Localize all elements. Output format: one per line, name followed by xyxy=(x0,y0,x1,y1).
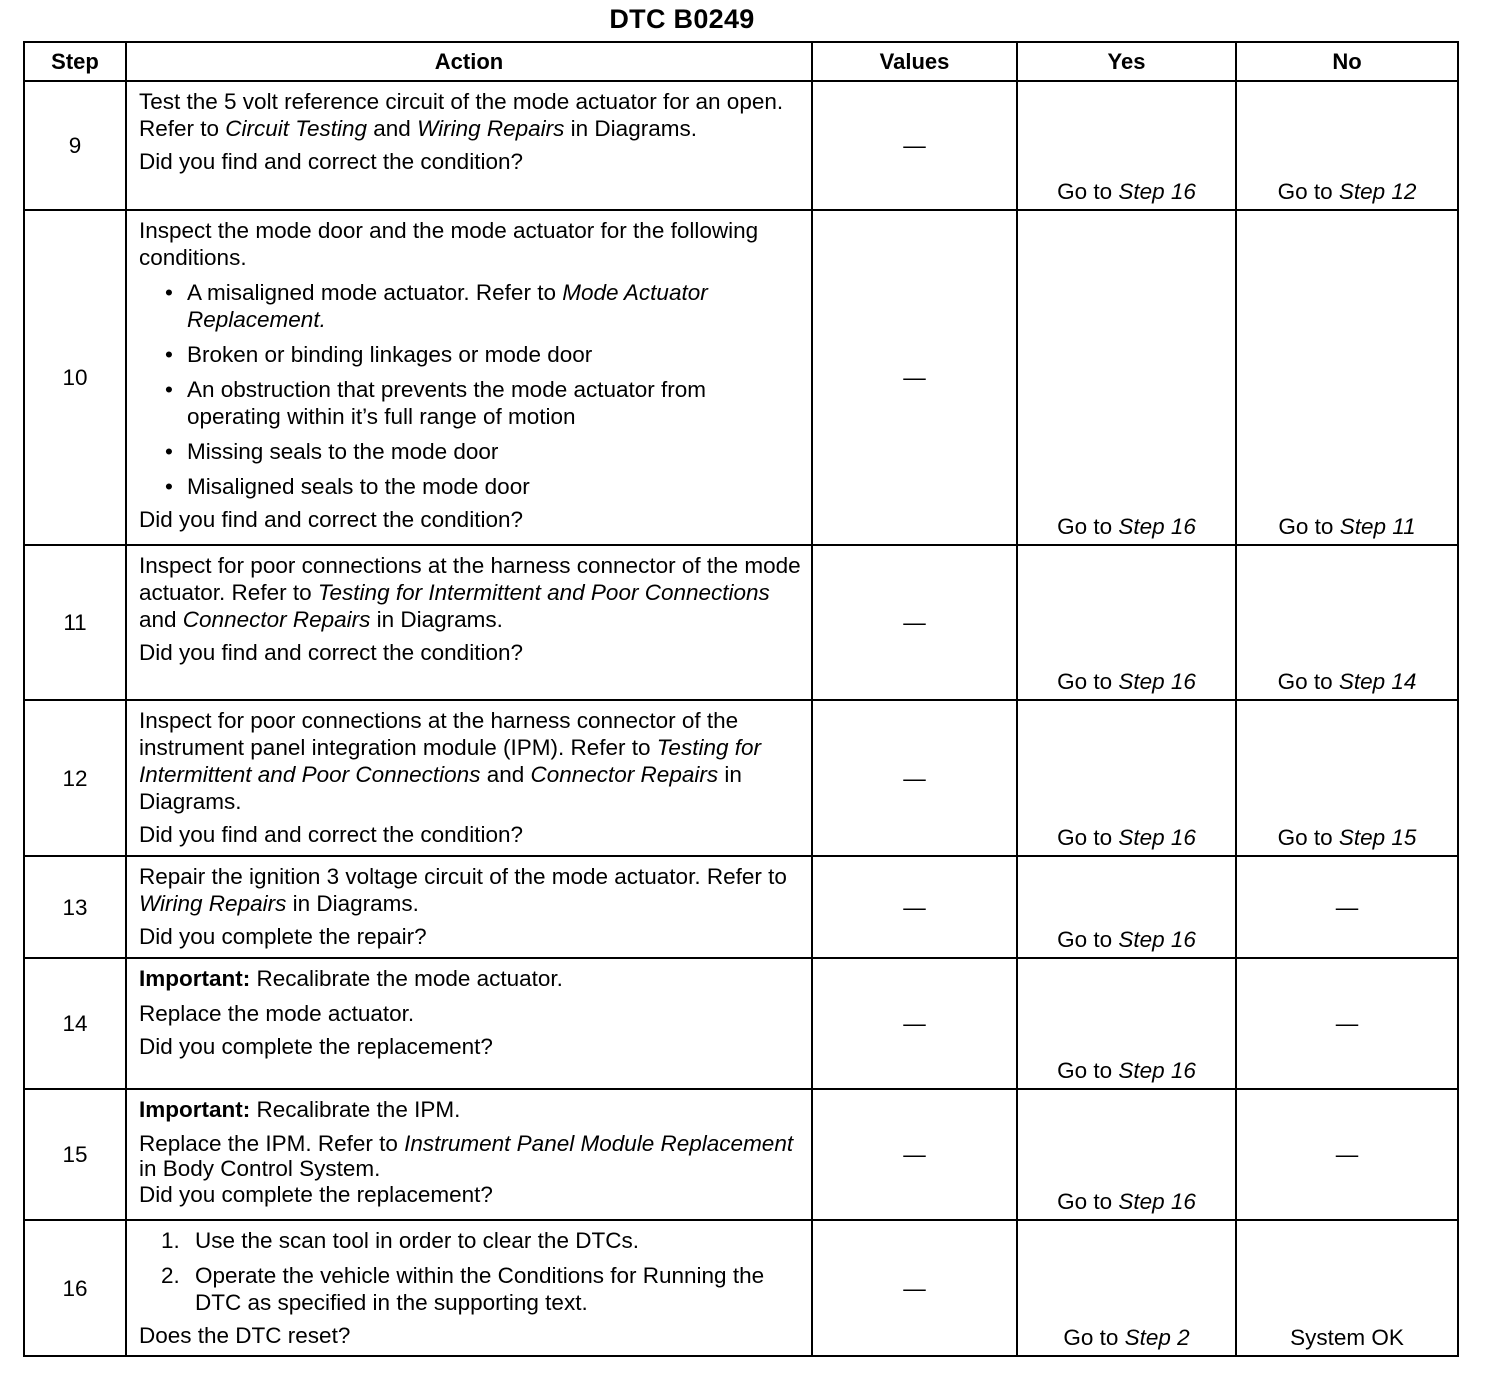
action-question: Did you find and correct the condition? xyxy=(139,507,523,532)
step-link[interactable]: Step 16 xyxy=(1118,179,1196,204)
list-item: 2. Operate the vehicle within the Conditions for Running the DTC as specified in the supporting text. xyxy=(161,1263,765,1315)
action-cell xyxy=(126,700,812,856)
table-row-step-11 xyxy=(24,545,1458,700)
step-link[interactable]: Step 16 xyxy=(1118,514,1196,539)
table-row-step-10 xyxy=(24,210,1458,545)
list-item: • A misaligned mode actuator. Refer to Mode Actuator Replacement. xyxy=(161,279,801,333)
step-link[interactable]: Step 16 xyxy=(1118,825,1196,850)
list-item: 1. Use the scan tool in order to clear the DTCs. xyxy=(161,1228,639,1253)
step-link[interactable]: Step 14 xyxy=(1338,669,1417,694)
header-action: Action xyxy=(126,42,812,81)
action-cell xyxy=(126,1089,812,1220)
condition-list xyxy=(139,279,801,500)
table-row-step-12 xyxy=(24,700,1458,856)
table-row-step-9 xyxy=(24,81,1458,210)
no-cell: — xyxy=(1236,958,1458,1089)
step-number: 13 xyxy=(24,856,126,958)
values-cell: — xyxy=(812,1089,1017,1220)
table-row-step-13 xyxy=(24,856,1458,958)
step-link[interactable]: Step 15 xyxy=(1338,825,1417,850)
step-link[interactable]: Step 16 xyxy=(1118,1189,1196,1214)
action-text: Repair the ignition 3 voltage circuit of the mode actuator. Refer to Wiring Repairs in Diagrams. xyxy=(139,864,787,916)
values-cell: — xyxy=(812,1220,1017,1356)
header-no: No xyxy=(1236,42,1458,81)
action-cell xyxy=(126,856,812,958)
no-cell: Go to Step 11 xyxy=(1236,210,1458,545)
step-link[interactable]: Step 16 xyxy=(1118,1058,1196,1083)
step-number: 14 xyxy=(24,958,126,1089)
list-item: • Misaligned seals to the mode door xyxy=(161,473,801,500)
list-item: • Missing seals to the mode door xyxy=(161,438,801,465)
header-values: Values xyxy=(812,42,1017,81)
action-cell xyxy=(126,81,812,210)
table-header-row xyxy=(24,42,1458,81)
table-row-step-15 xyxy=(24,1089,1458,1220)
step-link[interactable]: Step 12 xyxy=(1338,179,1417,204)
step-link[interactable]: Step 11 xyxy=(1339,514,1416,539)
yes-cell: Go to Step 16 xyxy=(1017,81,1236,210)
action-cell xyxy=(126,958,812,1089)
no-cell: System OK xyxy=(1236,1220,1458,1356)
action-cell xyxy=(126,1220,812,1356)
action-text: Test the 5 volt reference circuit of the mode actuator for an open. Refer to Circuit Testing and Wiring Repairs in Diagrams. xyxy=(139,89,784,141)
important-note: Important: Recalibrate the mode actuator. xyxy=(139,966,563,991)
no-cell: Go to Step 15 xyxy=(1236,700,1458,856)
yes-cell: Go to Step 16 xyxy=(1017,958,1236,1089)
step-link[interactable]: Step 16 xyxy=(1118,927,1196,952)
yes-cell: Go to Step 2 xyxy=(1017,1220,1236,1356)
yes-cell: Go to Step 16 xyxy=(1017,545,1236,700)
action-question: Did you find and correct the condition? xyxy=(139,640,523,665)
header-step: Step xyxy=(24,42,126,81)
step-number: 15 xyxy=(24,1089,126,1220)
values-cell: — xyxy=(812,856,1017,958)
values-cell: — xyxy=(812,958,1017,1089)
table-row-step-16 xyxy=(24,1220,1458,1356)
procedure-list xyxy=(139,1227,801,1316)
action-question: Did you find and correct the condition? xyxy=(139,149,523,174)
yes-cell: Go to Step 16 xyxy=(1017,1089,1236,1220)
step-link[interactable]: Step 16 xyxy=(1118,669,1196,694)
values-cell: — xyxy=(812,210,1017,545)
action-text: Inspect for poor connections at the harness connector of the instrument panel integration module (IPM). Refer to Testing for Intermittent and Poor Connections and Connector Repairs in Diagrams. xyxy=(139,708,761,814)
action-question: Does the DTC reset? xyxy=(139,1323,351,1348)
values-cell: — xyxy=(812,700,1017,856)
action-text: Replace the mode actuator. xyxy=(139,1001,415,1026)
step-number: 12 xyxy=(24,700,126,856)
no-cell: Go to Step 12 xyxy=(1236,81,1458,210)
action-text: Replace the IPM. Refer to Instrument Panel Module Replacement in Body Control System. xyxy=(139,1131,794,1181)
header-yes: Yes xyxy=(1017,42,1236,81)
important-note: Important: Recalibrate the IPM. xyxy=(139,1097,461,1122)
yes-cell: Go to Step 16 xyxy=(1017,856,1236,958)
yes-cell: Go to Step 16 xyxy=(1017,700,1236,856)
action-text: Inspect for poor connections at the harness connector of the mode actuator. Refer to Testing for Intermittent and Poor Connections and Connector Repairs in Diagrams. xyxy=(139,553,801,632)
yes-cell: Go to Step 16 xyxy=(1017,210,1236,545)
list-item: • Broken or binding linkages or mode door xyxy=(161,341,801,368)
no-cell: Go to Step 14 xyxy=(1236,545,1458,700)
list-item: • An obstruction that prevents the mode actuator from operating within it’s full range of motion xyxy=(161,376,801,430)
page-title: DTC B0249 xyxy=(609,4,755,34)
action-question: Did you find and correct the condition? xyxy=(139,822,523,847)
step-number: 11 xyxy=(24,545,126,700)
no-cell: — xyxy=(1236,1089,1458,1220)
step-number: 9 xyxy=(24,81,126,210)
values-cell: — xyxy=(812,81,1017,210)
diagnostic-table xyxy=(23,41,1459,1357)
action-question: Did you complete the repair? xyxy=(139,924,427,949)
step-number: 16 xyxy=(24,1220,126,1356)
action-intro: Inspect the mode door and the mode actuator for the following conditions. xyxy=(139,218,759,270)
action-question: Did you complete the replacement? xyxy=(139,1182,493,1207)
table-row-step-14 xyxy=(24,958,1458,1089)
action-cell xyxy=(126,545,812,700)
action-question: Did you complete the replacement? xyxy=(139,1034,493,1059)
no-cell: — xyxy=(1236,856,1458,958)
action-cell xyxy=(126,210,812,545)
values-cell: — xyxy=(812,545,1017,700)
step-number: 10 xyxy=(24,210,126,545)
step-link[interactable]: Step 2 xyxy=(1124,1325,1190,1350)
